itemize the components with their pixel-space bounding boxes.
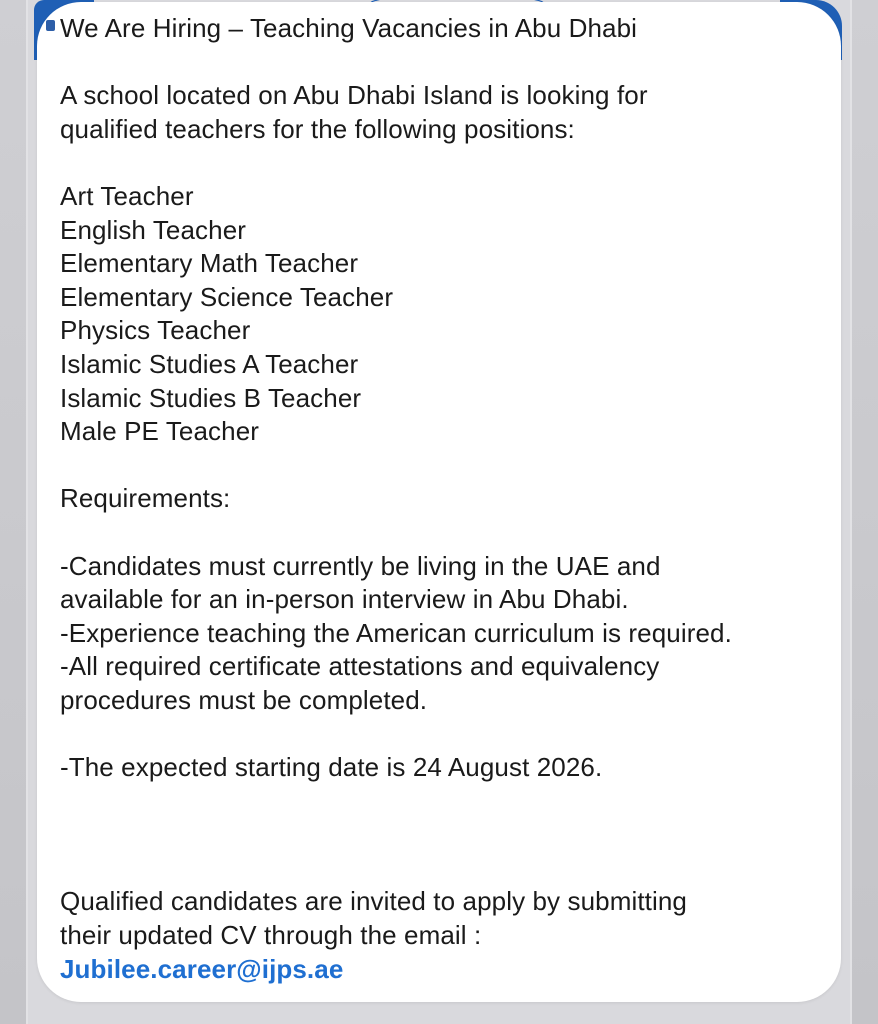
position-item: Islamic Studies A Teacher <box>60 348 359 379</box>
position-item: Elementary Math Teacher <box>60 248 359 279</box>
position-item: English Teacher <box>60 214 247 245</box>
intro-line: A school located on Abu Dhabi Island is looking for <box>60 80 648 111</box>
requirements-heading: Requirements: <box>60 483 231 514</box>
apply-line: their updated CV through the email : <box>60 920 482 951</box>
requirement-line: -Candidates must currently be living in the UAE and <box>60 550 661 581</box>
position-item: Male PE Teacher <box>60 416 260 447</box>
intro-line: qualified teachers for the following positions: <box>60 113 575 144</box>
requirement-line: -All required certificate attestations and equivalency <box>60 651 660 682</box>
apply-line: Qualified candidates are invited to apply by submitting <box>60 886 687 917</box>
requirement-line: available for an in-person interview in Abu Dhabi. <box>60 584 629 615</box>
message-marker-icon <box>46 20 55 31</box>
start-date: -The expected starting date is 24 August 2026. <box>60 752 603 783</box>
email-link[interactable]: Jubilee.career@ijps.ae <box>60 953 344 984</box>
position-item: Art Teacher <box>60 180 194 211</box>
message-content <box>60 12 830 986</box>
position-item: Islamic Studies B Teacher <box>60 382 362 413</box>
requirement-line: -Experience teaching the American curriculum is required. <box>60 617 732 648</box>
position-item: Elementary Science Teacher <box>60 281 394 312</box>
post-title: We Are Hiring – Teaching Vacancies in Abu Dhabi <box>60 13 638 43</box>
requirement-line: procedures must be completed. <box>60 684 428 715</box>
position-item: Physics Teacher <box>60 315 251 346</box>
